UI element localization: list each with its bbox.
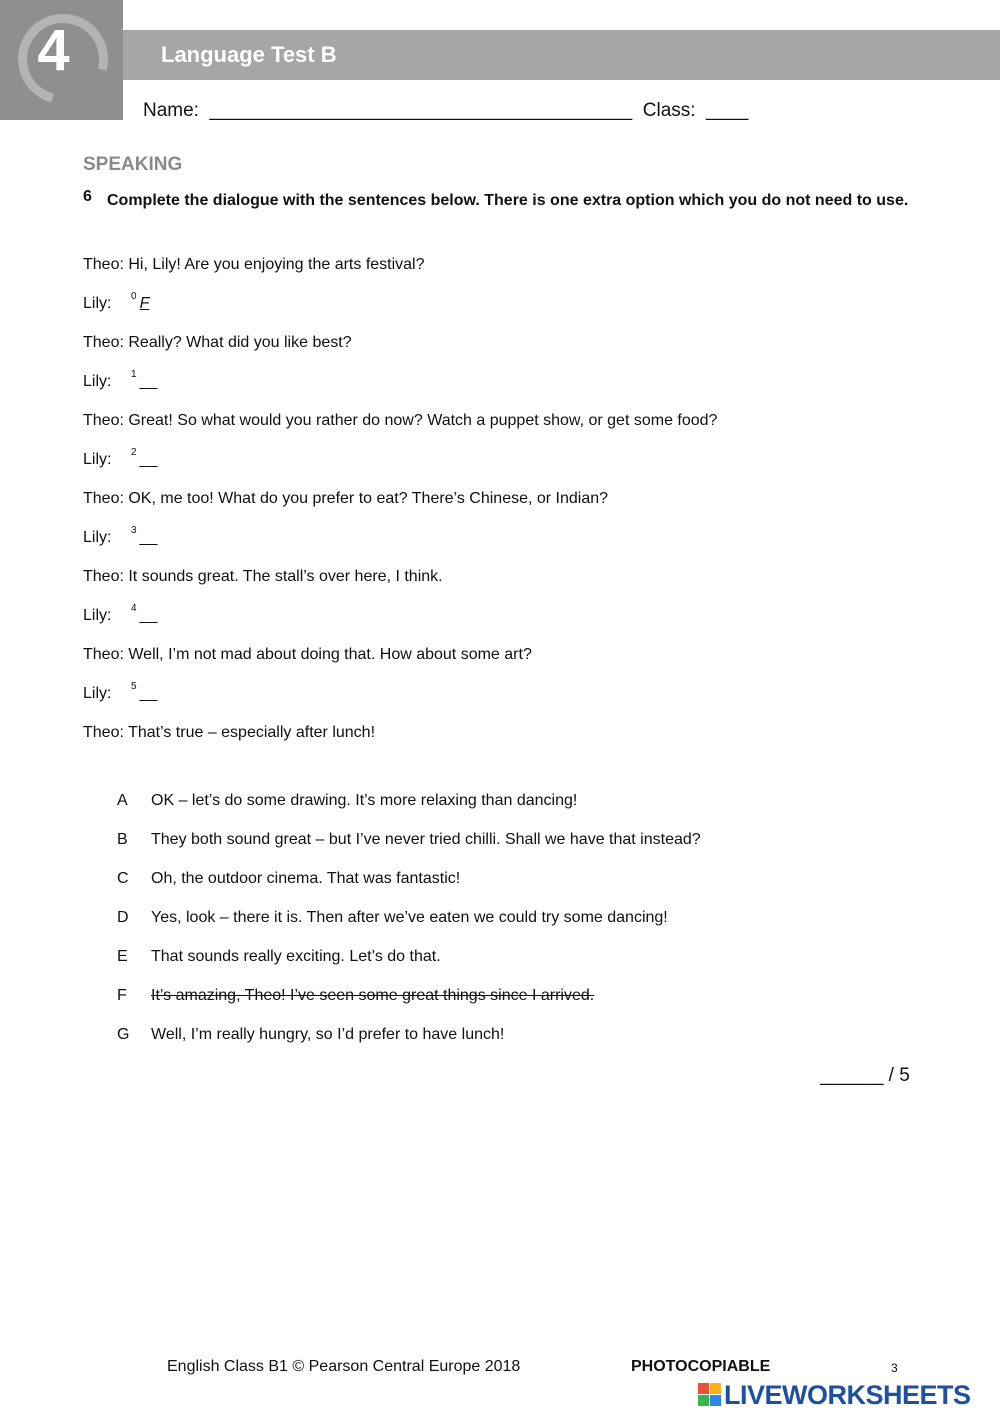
dialogue-speaker: Lily:	[83, 295, 112, 312]
score-total: ______ / 5	[820, 1065, 910, 1086]
option-text-g: Well, I’m really hungry, so I’d prefer to have lunch!	[151, 1026, 505, 1043]
option-text-f-used: It’s amazing, Theo! I’ve seen some great things since I arrived.	[151, 987, 595, 1004]
answer-slot-3[interactable]	[131, 525, 158, 547]
answer-slot-5[interactable]	[131, 681, 158, 703]
answer-number: 3	[131, 525, 137, 536]
dialogue-line: Theo: OK, me too! What do you prefer to eat? There’s Chinese, or Indian?	[83, 490, 609, 507]
liveworksheets-logo	[698, 1380, 998, 1410]
option-letter-b: B	[117, 831, 128, 848]
dialogue-speaker: Lily:	[83, 685, 112, 702]
dialogue-line: Theo: Really? What did you like best?	[83, 334, 352, 351]
exercise-instruction: Complete the dialogue with the sentences below. There is one extra option which you do not need to use.	[107, 192, 909, 209]
dialogue-line: Theo: Well, I’m not mad about doing that. How about some art?	[83, 646, 532, 663]
option-letter-d: D	[117, 909, 129, 926]
option-letter-a: A	[117, 792, 128, 809]
dialogue-speaker: Lily:	[83, 607, 112, 624]
exercise-number: 6	[83, 188, 92, 205]
option-letter-f: F	[117, 987, 127, 1004]
answer-blank[interactable]: __	[139, 373, 158, 390]
answer-slot-1[interactable]	[131, 369, 158, 391]
answer-number: 2	[131, 447, 137, 458]
answer-slot-4[interactable]	[131, 603, 158, 625]
page-number: 3	[891, 1361, 898, 1375]
answer-blank[interactable]: __	[139, 529, 158, 546]
answer-slot-2[interactable]	[131, 447, 158, 469]
footer-copyright: English Class B1 © Pearson Central Europe 2018	[167, 1358, 521, 1375]
title-bar	[123, 30, 1000, 80]
option-text-a: OK – let’s do some drawing. It’s more relaxing than dancing!	[151, 792, 578, 809]
answer-number: 5	[131, 681, 137, 692]
liveworksheets-blocks-icon	[698, 1383, 722, 1407]
option-text-d: Yes, look – there it is. Then after we’ve eaten we could try some dancing!	[151, 909, 668, 926]
answer-blank[interactable]: __	[139, 607, 158, 624]
dialogue-line: Theo: Great! So what would you rather do now? Watch a puppet show, or get some food?	[83, 412, 718, 429]
dialogue-line: Theo: Hi, Lily! Are you enjoying the arts festival?	[83, 256, 425, 273]
option-letter-c: C	[117, 870, 129, 887]
dialogue-line: Theo: It sounds great. The stall’s over here, I think.	[83, 568, 443, 585]
answer-blank[interactable]: __	[139, 451, 158, 468]
answer-slot-0	[131, 291, 150, 313]
option-letter-g: G	[117, 1026, 130, 1043]
example-answer: F	[139, 295, 150, 312]
unit-badge	[0, 0, 123, 120]
option-letter-e: E	[117, 948, 128, 965]
answer-number: 0	[131, 291, 137, 302]
answer-number: 1	[131, 369, 137, 380]
answer-blank[interactable]: __	[139, 685, 158, 702]
option-text-b: They both sound great – but I’ve never tried chilli. Shall we have that instead?	[151, 831, 701, 848]
section-title: SPEAKING	[83, 154, 183, 175]
unit-number: 4	[37, 18, 70, 83]
dialogue-speaker: Lily:	[83, 373, 112, 390]
dialogue-line: Theo: That’s true – especially after lunch!	[83, 724, 376, 741]
answer-number: 4	[131, 603, 137, 614]
footer-photocopiable: PHOTOCOPIABLE	[631, 1358, 771, 1375]
page-title: Language Test B	[161, 42, 337, 67]
dialogue-speaker: Lily:	[83, 451, 112, 468]
liveworksheets-wordmark: LIVEWORKSHEETS	[724, 1380, 971, 1410]
name-class-line: Name: ________________________________________ Class: ____	[143, 100, 749, 121]
dialogue-speaker: Lily:	[83, 529, 112, 546]
option-text-e: That sounds really exciting. Let’s do that.	[151, 948, 441, 965]
option-text-c: Oh, the outdoor cinema. That was fantastic!	[151, 870, 461, 887]
